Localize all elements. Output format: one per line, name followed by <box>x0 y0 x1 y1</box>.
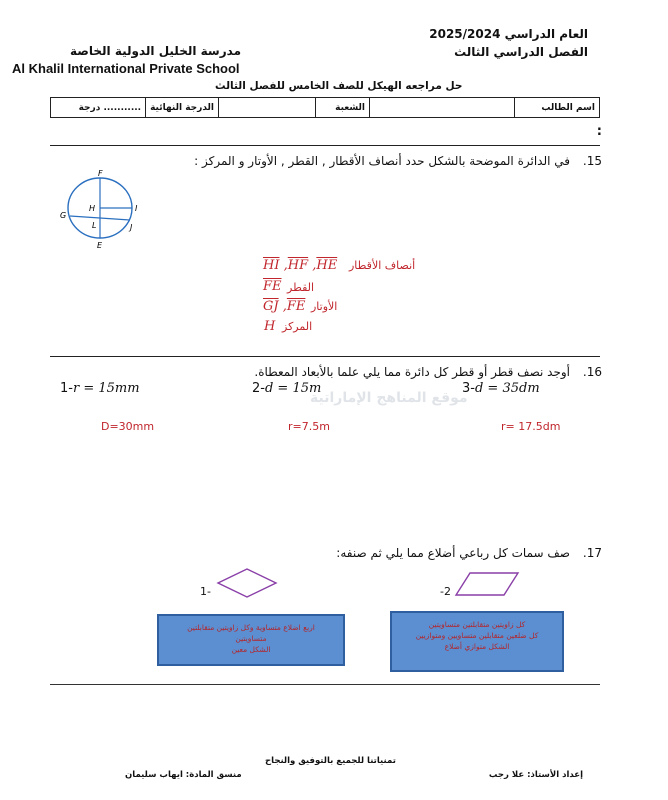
q17-number: .17 <box>582 546 602 560</box>
label-h: H <box>89 204 96 213</box>
academic-year: العام الدراسي 2025/2024 <box>429 27 588 41</box>
label-f: F <box>98 169 103 178</box>
diameter-value: $\overline{FE}$ <box>263 279 282 294</box>
q16-text: أوجد نصف قطر أو قطر كل دائرة مما يلي علما بالأبعاد المعطاة. <box>254 365 570 379</box>
parallelogram-shape <box>454 571 520 597</box>
diameter-label: القطر <box>287 281 315 294</box>
q16-item-1: 1-r = 15mm <box>60 381 140 396</box>
center-value: H <box>264 319 276 334</box>
q16-item-3: 3-d = 35dm <box>462 381 540 396</box>
student-info-table <box>50 97 600 118</box>
shape-1-index: 1- <box>200 585 211 598</box>
section-divider <box>50 684 600 685</box>
watermark: موقع المناهج الإماراتية <box>310 390 468 406</box>
shape-2-index: -2 <box>440 585 451 598</box>
prepared-by: إعداد الأستاذ: علا رجب <box>488 770 583 780</box>
q15-text: في الدائرة الموضحة بالشكل حدد أنصاف الأقطار , القطر , الأوتار و المركز : <box>194 154 570 168</box>
radii-label: أنصاف الأقطار <box>349 259 416 272</box>
q17-text: صف سمات كل رباعي أضلاع مما يلي ثم صنفه: <box>336 546 570 560</box>
q16-item-2: 2-d = 15m <box>252 381 322 396</box>
label-e: E <box>97 241 103 250</box>
label-l: L <box>92 221 97 230</box>
school-name-ar: مدرسة الخليل الدولية الخاصة <box>70 44 241 58</box>
chords-values: $\overline{GJ}$ $,\overline{FE}$ <box>263 299 306 314</box>
label-j: J <box>130 223 133 232</box>
circle-figure <box>55 168 150 253</box>
q15-number: .15 <box>582 154 602 168</box>
grade-blank: ........... درجة <box>51 98 146 118</box>
student-name-label: اسم الطالب <box>515 98 600 118</box>
colon-mark: : <box>596 124 602 139</box>
q16-answer-1: D=30mm <box>101 420 155 433</box>
chords-label: الأوتار <box>311 300 338 313</box>
term: الفصل الدراسي الثالث <box>454 45 588 59</box>
section-field <box>219 98 316 118</box>
coordinator: منسق المادة: ايهاب سليمان <box>125 770 242 780</box>
radii-values: $\overline{HI}$ $,\overline{HF}$ $,\overline{HE}$ <box>263 258 338 273</box>
label-g: G <box>60 211 67 220</box>
q16-number: .16 <box>582 365 602 379</box>
q16-answer-2: r=7.5m <box>288 420 330 433</box>
label-i: I <box>135 204 138 213</box>
school-name-en: Al Khalil International Private School <box>12 61 240 76</box>
student-name-field <box>370 98 515 118</box>
footer-wish: تمنياتنا للجميع بالتوفيق والنجاح <box>265 756 396 766</box>
final-grade-label: الدرجة النهائية <box>146 98 219 118</box>
parallelogram-answer-box: كل زاويتين متقابلتين متساويتين كل ضلعين متقابلين متساويين ومتوازيين الشكل متوازي أضلاع <box>390 611 564 672</box>
center-label: المركز <box>282 320 313 333</box>
rhombus-shape <box>216 567 278 599</box>
rhombus-answer-box: اربع اضلاع متساوية وكل زاويتين متقابلتين متساويتين الشكل معين <box>157 614 345 666</box>
q16-answer-3: r= 17.5dm <box>501 420 561 433</box>
page-title: حل مراجعه الهيكل للصف الخامس للفصل الثالث <box>215 80 463 92</box>
section-label: الشعبة <box>316 98 370 118</box>
